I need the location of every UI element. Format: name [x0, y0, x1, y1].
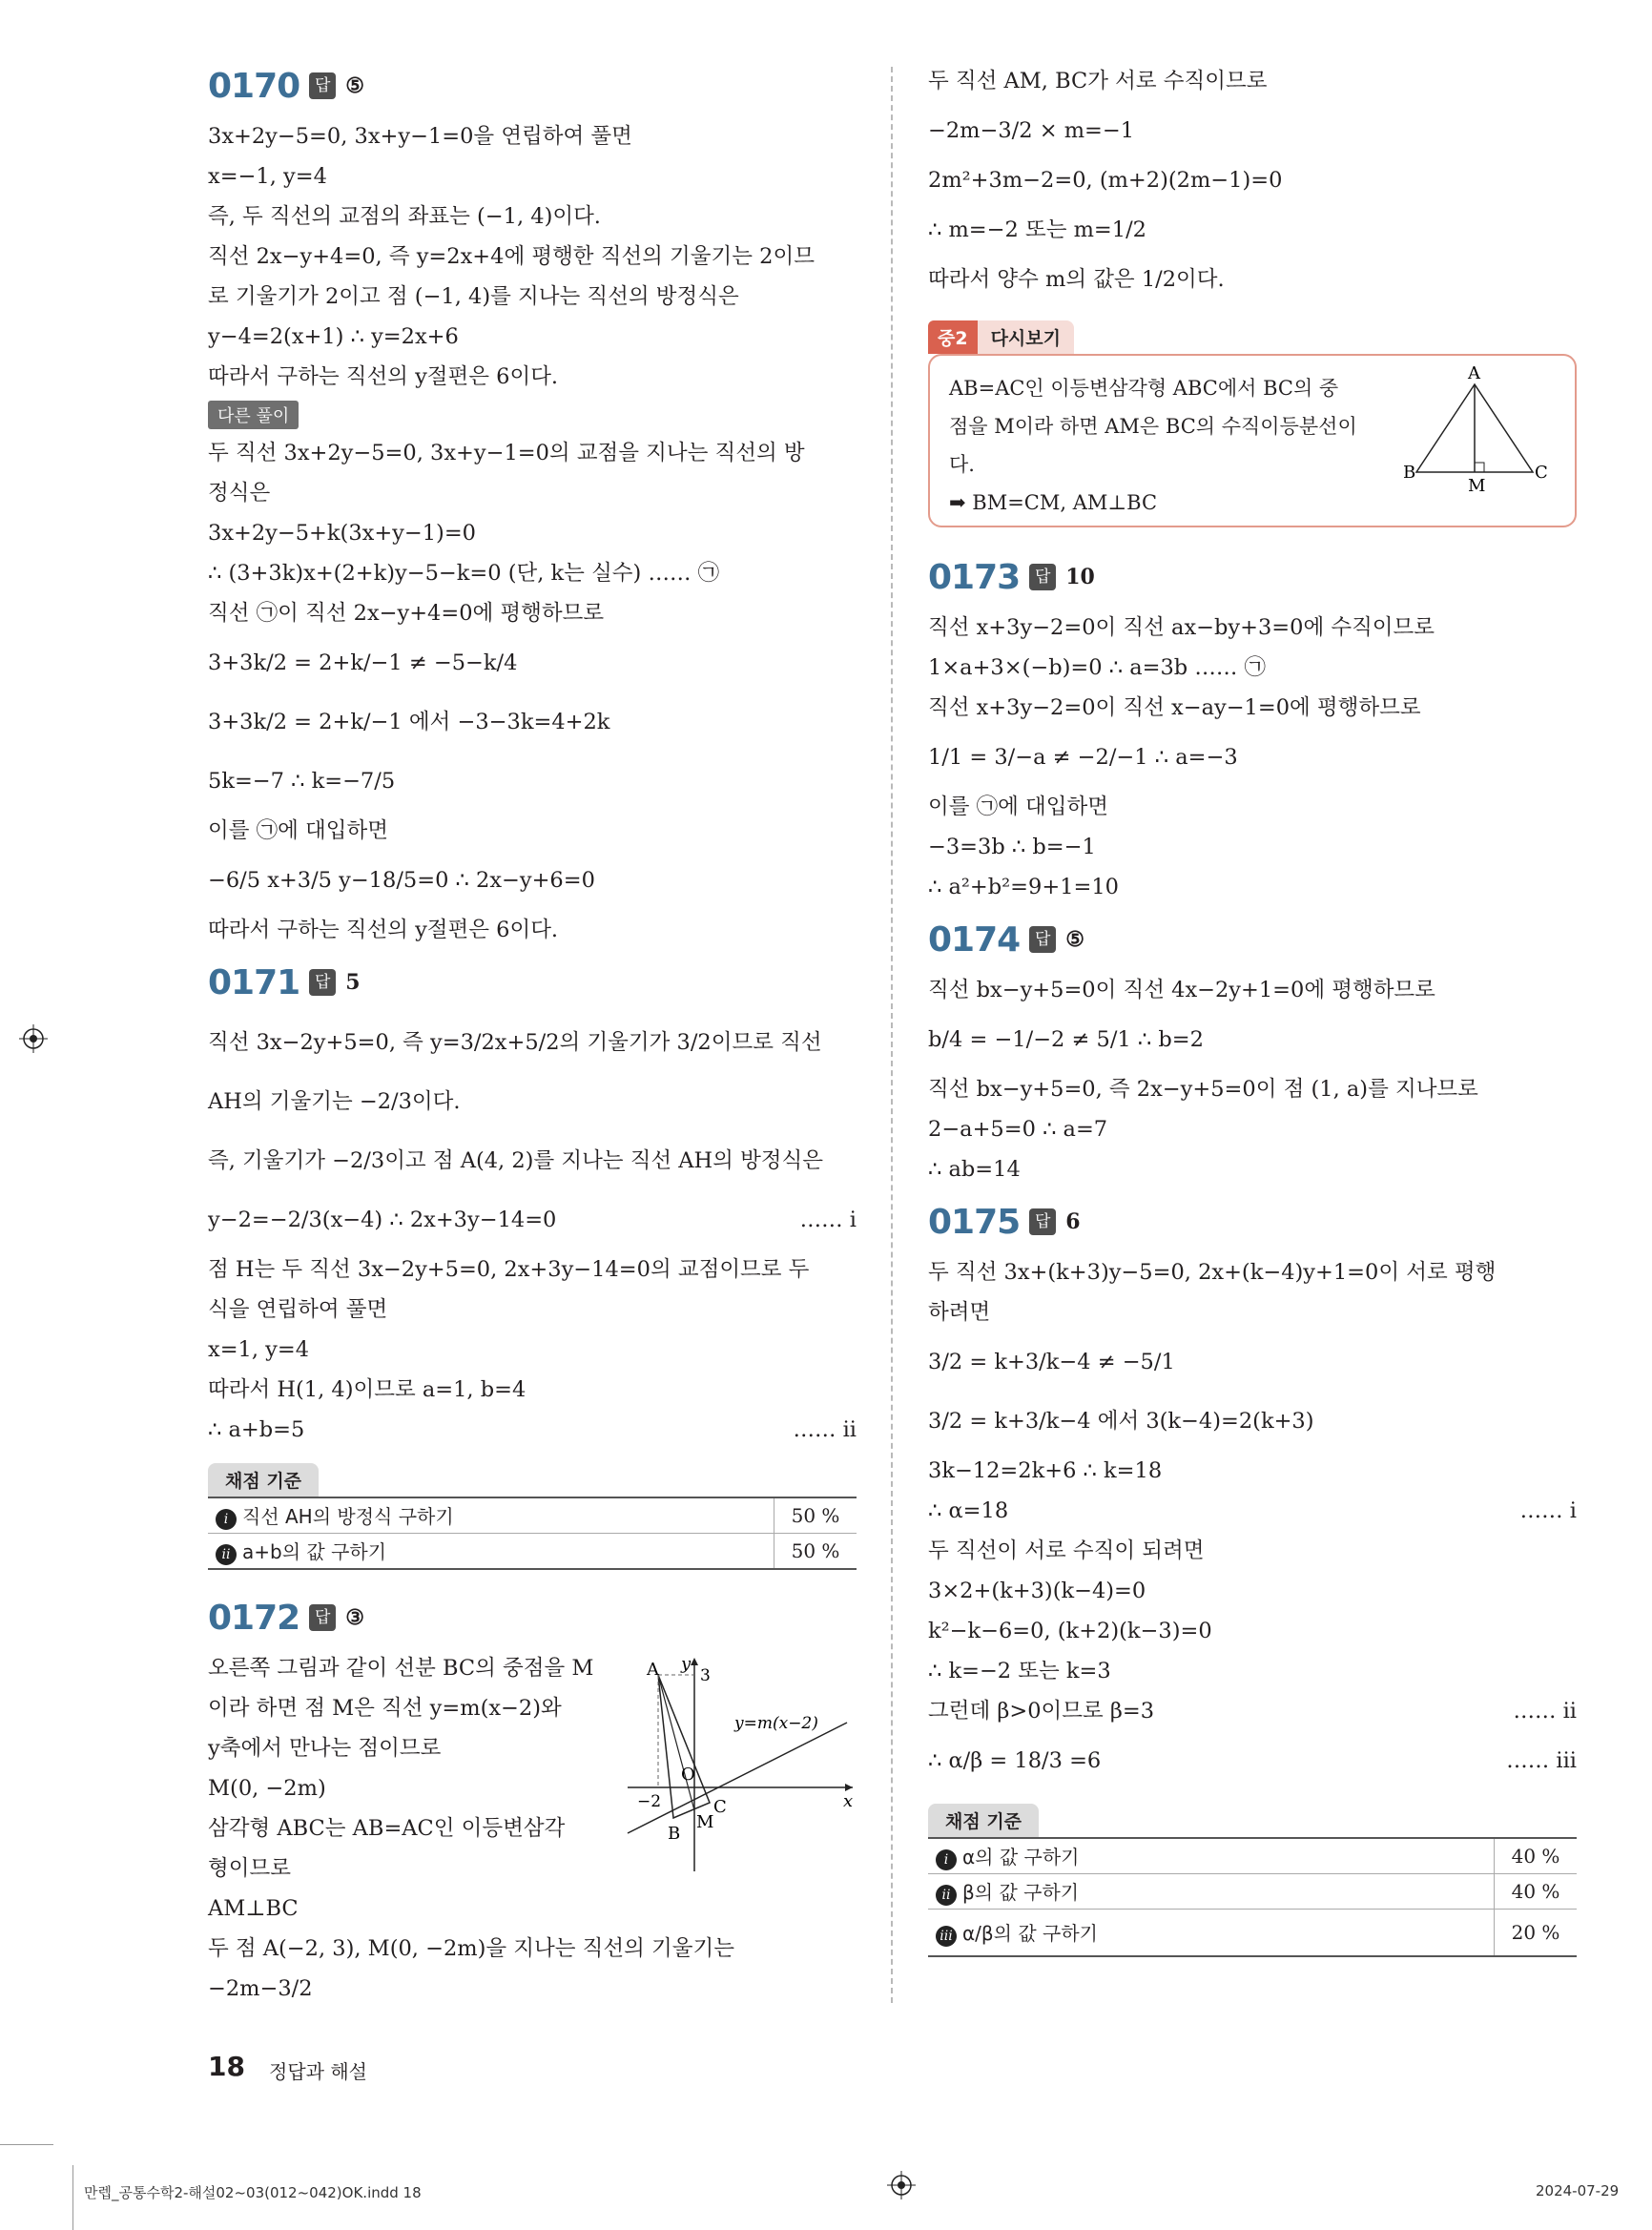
solution-line: ∴ m=−2 또는 m=1/2 — [928, 217, 1146, 242]
solution-line: b/4 = −1/−2 ≠ 5/1 ∴ b=2 — [928, 1027, 1204, 1052]
alt-solution-tag: 다른 풀이 — [208, 401, 299, 429]
solution-line: y축에서 만나는 점이므로 — [208, 1736, 442, 1761]
left-column — [208, 61, 857, 2009]
label-line: y=m(x−2) — [734, 1714, 818, 1733]
solution-line: 로 기울기가 2이고 점 (−1, 4)를 지나는 직선의 방정식은 — [208, 284, 739, 309]
grading-title: 채점 기준 — [928, 1804, 1039, 1837]
solution-line: 두 점 A(−2, 3), M(0, −2m)을 지나는 직선의 기울기는 — [208, 1936, 734, 1961]
solution-line: 정식은 — [208, 481, 271, 506]
solution-line: ∴ a²+b²=9+1=10 — [928, 875, 1119, 899]
problem-number: 0175 — [928, 1202, 1021, 1242]
triangle-coordinate-figure — [628, 1654, 857, 1873]
page-number: 18 — [208, 2051, 245, 2082]
solution-line: 즉, 기울기가 −2/3이고 점 A(4, 2)를 지나는 직선 AH의 방정식은 — [208, 1148, 824, 1173]
solution-line: 직선 x+3y−2=0이 직선 ax−by+3=0에 수직이므로 — [928, 615, 1435, 640]
solution-line: AM⊥BC — [208, 1896, 299, 1921]
solution-line: ∴ α/β = 18/3 =6 — [928, 1748, 1102, 1773]
review-tab — [928, 320, 1074, 354]
solution-0173 — [928, 608, 1577, 907]
grading-pct: 20 % — [1495, 1910, 1578, 1957]
problem-header-0175 — [928, 1197, 1577, 1247]
solution-line: −2m−3/2 × m=−1 — [928, 118, 1135, 143]
solution-line: M(0, −2m) — [208, 1776, 326, 1801]
solution-line: 즉, 두 직선의 교점의 좌표는 (−1, 4)이다. — [208, 204, 601, 229]
solution-line: y−4=2(x+1) ∴ y=2x+6 — [208, 324, 459, 349]
grading-text: 직선 AH의 방정식 구하기 — [242, 1505, 454, 1528]
solution-line: 직선 x+3y−2=0이 직선 x−ay−1=0에 평행하므로 — [928, 695, 1421, 720]
table-row — [208, 1534, 857, 1570]
answer-value: ⑤ — [1065, 927, 1084, 952]
solution-line: −3=3b ∴ b=−1 — [928, 835, 1096, 859]
solution-0171 — [208, 1013, 857, 1570]
solution-line: 따라서 양수 m의 값은 1/2이다. — [928, 267, 1225, 292]
answer-tag: 답 — [309, 1604, 336, 1631]
problem-header-0171 — [208, 958, 857, 1007]
solution-line: 따라서 구하는 직선의 y절편은 6이다. — [208, 364, 559, 389]
slug-filename: 만렙_공통수학2-해설02~03(012~042)OK.indd 18 — [84, 2184, 422, 2201]
problem-header-0174 — [928, 915, 1577, 964]
grading-pct: 50 % — [774, 1497, 857, 1534]
problem-number: 0174 — [928, 919, 1021, 960]
mark-icon: i — [216, 1509, 237, 1530]
label-a: A — [1468, 363, 1480, 383]
solution-line: 3+3k/2 = 2+k/−1 ≠ −5−k/4 — [208, 650, 518, 675]
answer-value: ⑤ — [345, 73, 364, 98]
solution-line: 3/2 = k+3/k−4 에서 3(k−4)=2(k+3) — [928, 1409, 1314, 1434]
solution-line: 따라서 구하는 직선의 y절편은 6이다. — [208, 918, 559, 942]
solution-line: 이를 ㉠에 대입하면 — [208, 818, 388, 843]
solution-line: ∴ ab=14 — [928, 1157, 1021, 1182]
slug-date: 2024-07-29 — [1536, 2182, 1620, 2199]
solution-line: x=1, y=4 — [208, 1337, 310, 1362]
label-b: B — [668, 1824, 681, 1844]
solution-line: 3x+2y−5=0, 3x+y−1=0을 연립하여 풀면 — [208, 124, 632, 149]
label-o: O — [681, 1765, 695, 1785]
step-mark: …… ii — [793, 1417, 857, 1442]
grading-pct: 40 % — [1495, 1874, 1578, 1910]
grading-table — [208, 1497, 857, 1570]
answer-value: 6 — [1065, 1209, 1081, 1234]
problem-header-0170 — [208, 61, 857, 111]
solution-line-with-mark — [208, 1190, 857, 1249]
page-label: 정답과 해설 — [269, 2060, 367, 2083]
solution-line: 1/1 = 3/−a ≠ −2/−1 ∴ a=−3 — [928, 745, 1238, 770]
answer-tag: 답 — [1029, 564, 1056, 590]
grading-title: 채점 기준 — [208, 1463, 319, 1497]
grading-text: α/β의 값 구하기 — [962, 1922, 1099, 1945]
review-line: 점을 M이라 하면 AM은 BC의 수직이등분선이 — [949, 415, 1357, 438]
label-m: M — [696, 1812, 714, 1832]
solution-line: 3/2 = k+3/k−4 ≠ −5/1 — [928, 1350, 1175, 1374]
problem-number: 0170 — [208, 66, 300, 106]
grading-text: α의 값 구하기 — [962, 1846, 1080, 1869]
answer-tag: 답 — [1029, 1208, 1056, 1235]
mark-icon: i — [936, 1849, 957, 1870]
label-m: M — [1468, 476, 1486, 496]
grading-pct: 40 % — [1495, 1838, 1578, 1874]
solution-line: 직선 2x−y+4=0, 즉 y=2x+4에 평행한 직선의 기울기는 2이므 — [208, 244, 815, 269]
right-angle-mark — [1475, 463, 1484, 472]
problem-number: 0172 — [208, 1598, 300, 1638]
registration-mark-icon — [887, 2171, 916, 2199]
answer-value: 10 — [1065, 565, 1095, 589]
label-b: B — [1403, 463, 1416, 483]
review-line: AB=AC인 이등변삼각형 ABC에서 BC의 중 — [949, 377, 1339, 400]
solution-line: 두 직선 AM, BC가 서로 수직이므로 — [928, 69, 1268, 93]
answer-tag: 답 — [309, 969, 336, 996]
solution-line: 점 H는 두 직선 3x−2y+5=0, 2x+3y−14=0의 교점이므로 두 — [208, 1257, 810, 1282]
solution-line: 직선 3x−2y+5=0, 즉 y=3/2x+5/2의 기울기가 3/2이므로 직선 — [208, 1030, 822, 1055]
grading-item — [928, 1910, 1495, 1957]
solution-line: 2−a+5=0 ∴ a=7 — [928, 1117, 1108, 1142]
solution-line-with-mark — [928, 1491, 1577, 1531]
label-c: C — [1535, 463, 1548, 483]
solution-line: 3×2+(k+3)(k−4)=0 — [928, 1579, 1146, 1603]
right-column — [928, 61, 1577, 1957]
grading-item — [208, 1497, 774, 1534]
solution-line: 2m²+3m−2=0, (m+2)(2m−1)=0 — [928, 168, 1283, 193]
crop-mark — [72, 2165, 73, 2230]
review-grade: 중2 — [928, 320, 978, 354]
solution-line: 두 직선 3x+2y−5=0, 3x+y−1=0의 교점을 지나는 직선의 방 — [208, 441, 805, 465]
solution-line: 따라서 H(1, 4)이므로 a=1, b=4 — [208, 1377, 527, 1402]
grading-item — [928, 1838, 1495, 1874]
solution-line-with-mark — [928, 1731, 1577, 1790]
review-content — [928, 354, 1577, 527]
x-axis-arrow — [845, 1784, 853, 1791]
problem-number: 0171 — [208, 962, 300, 1002]
line-y-mx-2 — [628, 1723, 847, 1833]
solution-line: y−2=−2/3(x−4) ∴ 2x+3y−14=0 — [208, 1208, 557, 1232]
solution-line: 식을 연립하여 풀면 — [208, 1297, 388, 1322]
step-mark: …… ii — [1513, 1699, 1577, 1724]
grading-item — [928, 1874, 1495, 1910]
solution-line: ∴ (3+3k)x+(2+k)y−5−k=0 (단, k는 실수) …… ㉠ — [208, 561, 720, 586]
solution-0172 — [208, 1648, 857, 2009]
answer-tag: 답 — [309, 72, 336, 99]
registration-mark-icon — [19, 1024, 48, 1053]
solution-line: 두 직선이 서로 수직이 되려면 — [928, 1538, 1205, 1563]
review-line: 다. — [949, 453, 975, 476]
answer-tag: 답 — [1029, 926, 1056, 953]
solution-line: 직선 bx−y+5=0, 즉 2x−y+5=0이 점 (1, a)를 지나므로 — [928, 1077, 1478, 1102]
solution-line: 1×a+3×(−b)=0 ∴ a=3b …… ㉠ — [928, 655, 1266, 680]
table-row — [928, 1838, 1577, 1874]
label-neg2: −2 — [637, 1792, 662, 1811]
solution-0172-continued — [928, 61, 1577, 299]
solution-line: ∴ a+b=5 — [208, 1417, 305, 1442]
table-row — [208, 1497, 857, 1534]
solution-line: 3k−12=2k+6 ∴ k=18 — [928, 1458, 1163, 1483]
column-divider — [891, 67, 893, 2003]
problem-number: 0173 — [928, 557, 1021, 597]
grading-text: β의 값 구하기 — [962, 1881, 1080, 1904]
review-box — [928, 320, 1577, 527]
solution-line: −6/5 x+3/5 y−18/5=0 ∴ 2x−y+6=0 — [208, 868, 595, 893]
solution-0170 — [208, 116, 857, 950]
solution-line: 그런데 β>0이므로 β=3 — [928, 1699, 1155, 1724]
solution-line: 직선 ㉠이 직선 2x−y+4=0에 평행하므로 — [208, 601, 605, 626]
problem-header-0172 — [208, 1593, 857, 1642]
mark-icon: ii — [216, 1544, 237, 1565]
solution-line: AH의 기울기는 −2/3이다. — [208, 1089, 461, 1114]
solution-line: 하려면 — [928, 1300, 991, 1325]
solution-line: x=−1, y=4 — [208, 164, 327, 189]
solution-line: 이를 ㉠에 대입하면 — [928, 795, 1108, 819]
median-am — [658, 1675, 694, 1810]
problem-header-0173 — [928, 552, 1577, 602]
label-a: A — [647, 1660, 659, 1680]
solution-line: 오른쪽 그림과 같이 선분 BC의 중점을 M — [208, 1656, 594, 1681]
solution-0175 — [928, 1252, 1577, 1957]
solution-line: 두 직선 3x+(k+3)y−5=0, 2x+(k−4)y+1=0이 서로 평행 — [928, 1260, 1497, 1285]
label-y: y — [681, 1654, 692, 1674]
label-c: C — [713, 1797, 727, 1817]
table-row — [928, 1874, 1577, 1910]
mark-icon: ii — [936, 1885, 957, 1906]
grading-table — [928, 1837, 1577, 1957]
answer-value: ③ — [345, 1605, 364, 1630]
solution-line-with-mark — [208, 1410, 857, 1450]
isosceles-triangle-figure — [1403, 365, 1546, 508]
solution-line: 직선 bx−y+5=0이 직선 4x−2y+1=0에 평행하므로 — [928, 978, 1435, 1002]
answer-value: 5 — [345, 970, 361, 995]
solution-line: ∴ k=−2 또는 k=3 — [928, 1659, 1111, 1683]
grading-item — [208, 1534, 774, 1570]
solution-line: 3x+2y−5+k(3x+y−1)=0 — [208, 521, 476, 546]
grading-text: a+b의 값 구하기 — [242, 1540, 387, 1563]
review-title: 다시보기 — [978, 320, 1074, 354]
solution-line: 이라 하면 점 M은 직선 y=m(x−2)와 — [208, 1696, 562, 1721]
label-three: 3 — [700, 1666, 711, 1685]
y-axis-arrow — [691, 1658, 698, 1665]
table-row — [928, 1910, 1577, 1957]
review-line: ➡ BM=CM, AM⊥BC — [949, 491, 1158, 514]
grading-pct: 50 % — [774, 1534, 857, 1570]
crop-mark — [0, 2144, 53, 2145]
solution-line: 3+3k/2 = 2+k/−1 에서 −3−3k=4+2k — [208, 710, 610, 734]
solution-line: k²−k−6=0, (k+2)(k−3)=0 — [928, 1619, 1212, 1643]
label-x: x — [843, 1791, 854, 1811]
solution-line-with-mark — [928, 1691, 1577, 1731]
solution-line: 삼각형 ABC는 AB=AC인 이등변삼각 — [208, 1816, 566, 1841]
solution-line: −2m−3/2 — [208, 1976, 313, 2001]
solution-0174 — [928, 970, 1577, 1189]
solution-line: ∴ α=18 — [928, 1498, 1009, 1523]
step-mark: …… i — [1519, 1498, 1577, 1523]
solution-line: 형이므로 — [208, 1856, 291, 1881]
step-mark: …… iii — [1506, 1748, 1577, 1773]
solution-line: 5k=−7 ∴ k=−7/5 — [208, 769, 396, 794]
step-mark: …… i — [799, 1208, 857, 1232]
mark-icon: iii — [936, 1926, 957, 1947]
